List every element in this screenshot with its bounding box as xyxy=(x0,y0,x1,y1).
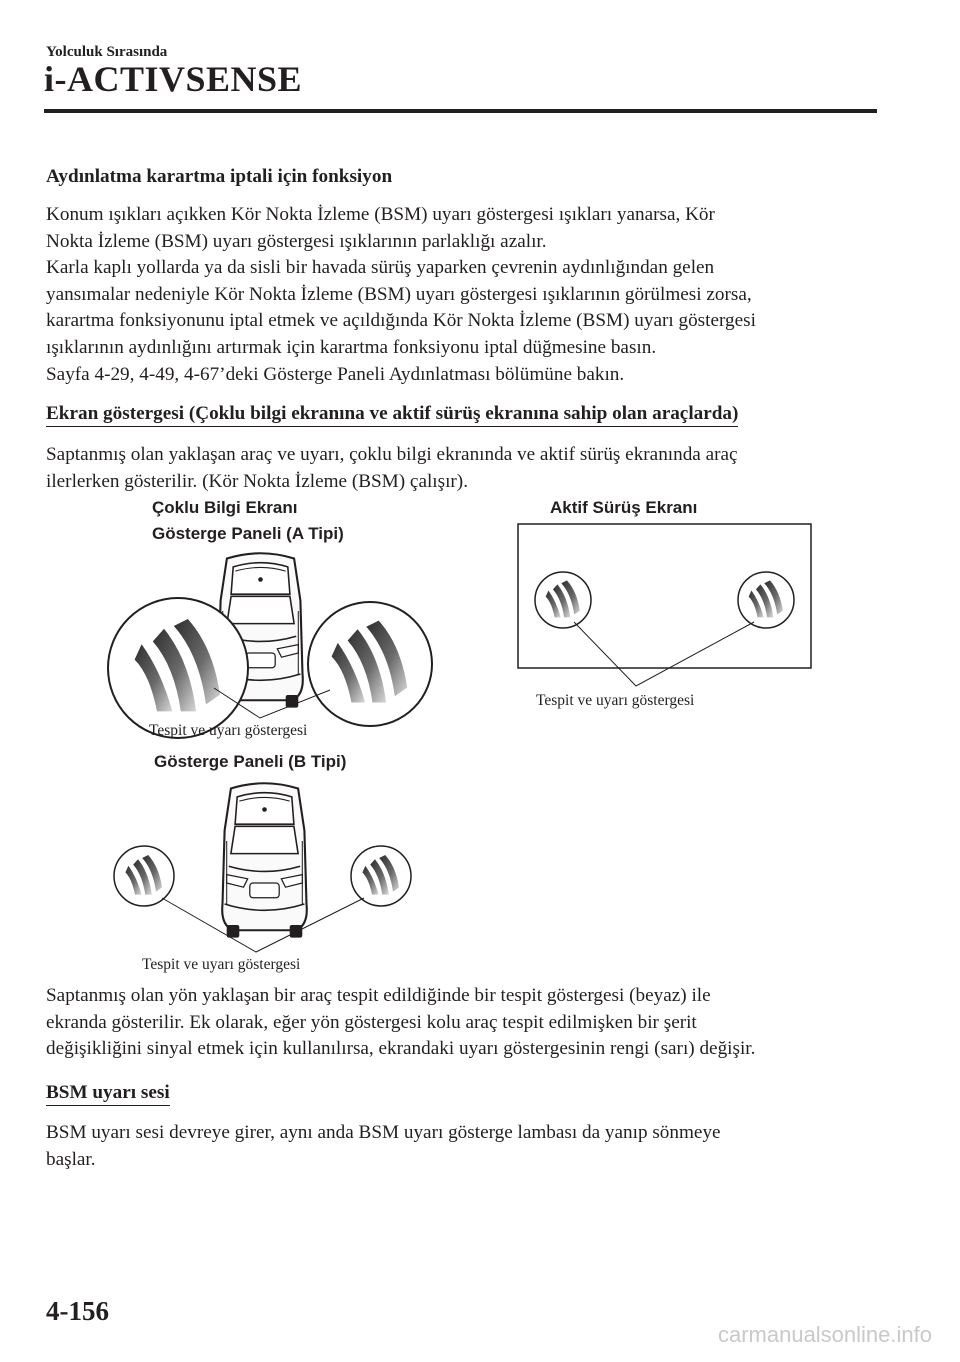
text-line: Konum ışıkları açıkken Kör Nokta İzleme (BSM) uyarı göstergesi ışıkları yanarsa, Kör xyxy=(46,204,715,225)
active-driving-label: Aktif Sürüş Ekranı xyxy=(550,498,698,517)
text-line: Nokta İzleme (BSM) uyarı göstergesi ışıklarının parlaklığı azalır. xyxy=(46,230,547,252)
text-line: yansımalar nedeniyle Kör Nokta İzleme (BSM) uyarı göstergesi ışıklarının görülmesi zorsa, xyxy=(46,283,752,305)
page-number: 4-156 xyxy=(46,1296,109,1326)
multi-info-label: Çoklu Bilgi Ekranı xyxy=(152,498,298,517)
panel-a-left-warning-icon xyxy=(108,598,248,738)
text-line: Saptanmış olan yön yaklaşan bir araç tespit edildiğinde bir tespit göstergesi (beyaz) ile xyxy=(46,985,711,1006)
chapter-title: Yolculuk Sırasında xyxy=(46,44,168,60)
text-line: ilerlerken gösterilir. (Kör Nokta İzleme (BSM) çalışır). xyxy=(46,470,468,492)
detection-paragraph xyxy=(46,983,906,1063)
text-line: karartma fonksiyonunu iptal etmek ve açıldığında Kör Nokta İzleme (BSM) uyarı göstergesi xyxy=(46,310,756,332)
active-right-warning-icon xyxy=(738,572,794,628)
text-line: değişikliğini sinyal etmek için kullanılırsa, ekrandaki uyarı göstergesinin rengi (sarı) değişir. xyxy=(46,1038,756,1060)
text-line: Karla kaplı yollarda ya da sisli bir havada sürüş yaparken çevrenin aydınlığından gelen xyxy=(46,257,715,279)
dimming-heading: Aydınlatma karartma iptali için fonksiyon xyxy=(46,166,393,187)
section-title: i-ACTIVSENSE xyxy=(44,59,303,99)
caption-a: Tespit ve uyarı göstergesi xyxy=(149,722,308,739)
active-left-warning-icon xyxy=(535,572,591,628)
text-line: BSM uyarı sesi devreye girer, aynı anda BSM uyarı gösterge lambası da yanıp sönmeye xyxy=(46,1122,721,1143)
text-line: başlar. xyxy=(46,1148,96,1170)
watermark: carmanualsonline.info xyxy=(717,1322,932,1347)
text-line: Saptanmış olan yaklaşan araç ve uyarı, çoklu bilgi ekranında ve aktif sürüş ekranında araç xyxy=(46,444,738,465)
panel-b-label: Gösterge Paneli (B Tipi) xyxy=(154,752,347,771)
text-line: Sayfa 4-29, 4-49, 4-67’deki Gösterge Paneli Aydınlatması bölümüne bakın. xyxy=(46,363,625,385)
bsm-sound-paragraph xyxy=(46,1120,886,1173)
panel-a-label: Gösterge Paneli (A Tipi) xyxy=(152,524,344,543)
bsm-sound-heading: BSM uyarı sesi xyxy=(46,1082,170,1106)
caption-active: Tespit ve uyarı göstergesi xyxy=(536,692,695,709)
panel-a-right-warning-icon xyxy=(308,602,432,726)
panel-b-right-warning-icon xyxy=(351,846,411,906)
panel-b-left-warning-icon xyxy=(114,846,174,906)
caption-b: Tespit ve uyarı göstergesi xyxy=(142,956,301,973)
text-line: ekranda gösterilir. Ek olarak, eğer yön göstergesi kolu araç tespit edilmişken bir şerit xyxy=(46,1011,697,1033)
panel-b-car-icon xyxy=(222,783,307,937)
screen-display-heading: Ekran göstergesi (Çoklu bilgi ekranına ve aktif sürüş ekranına sahip olan araçlarda) xyxy=(46,403,738,427)
text-line: ışıklarının aydınlığını artırmak için karartma fonksiyonu iptal düğmesine basın. xyxy=(46,336,657,358)
